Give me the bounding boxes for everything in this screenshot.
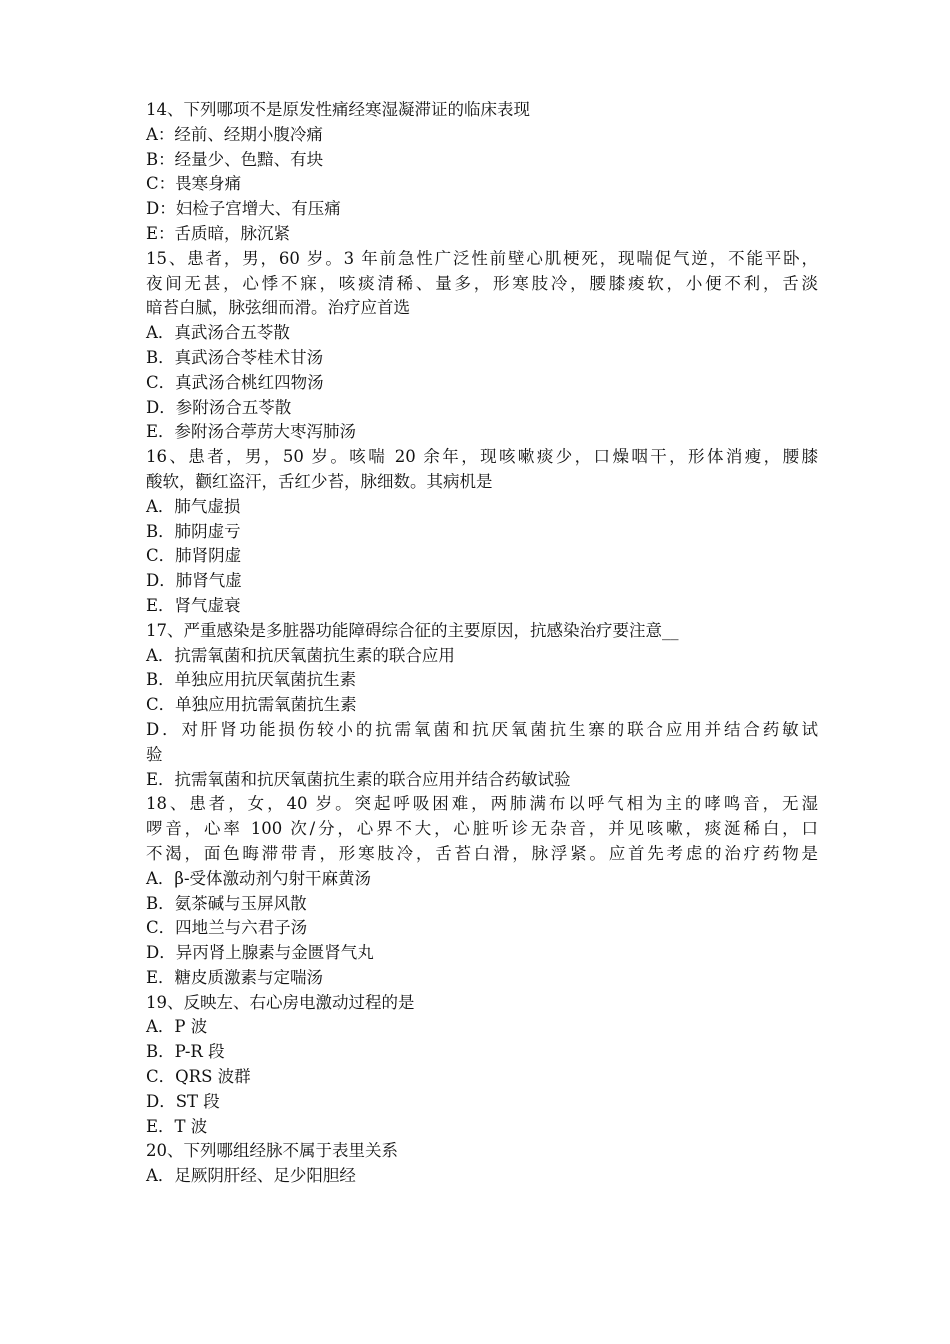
question-stem: 18、患者，女，40 岁。突起呼吸困难，两肺满布以呼气相为主的哮鸣音，无湿 (146, 794, 818, 814)
question-stem: 15、患者，男，60 岁。3 年前急性广泛性前壁心肌梗死，现喘促气逆，不能平卧， (146, 248, 818, 268)
answer-option: B．真武汤合苓桂术甘汤 (146, 347, 324, 367)
answer-option: A．肺气虚损 (146, 496, 241, 516)
question-stem: 酸软，颧红盗汗，舌红少苔，脉细数。其病机是 (146, 471, 493, 491)
document-page (146, 98, 818, 1189)
answer-option: A．β-受体激动剂勺射干麻黄汤 (146, 868, 372, 888)
answer-option: B．P-R 段 (146, 1042, 225, 1062)
answer-option: C：畏寒身痛 (146, 174, 242, 194)
answer-option: C．QRS 波群 (146, 1067, 251, 1087)
answer-option: E．抗需氧菌和抗厌氧菌抗生素的联合应用并结合药敏试验 (146, 769, 571, 789)
answer-option: B：经量少、色黯、有块 (146, 149, 324, 169)
answer-option: C．真武汤合桃红四物汤 (146, 372, 324, 392)
answer-option: D．ST 段 (146, 1091, 220, 1111)
question-stem: 19、反映左、右心房电激动过程的是 (146, 992, 415, 1012)
answer-option: E．参附汤合葶苈大枣泻肺汤 (146, 422, 357, 442)
answer-option: D：妇检子宫增大、有压痛 (146, 199, 341, 219)
answer-option: E．糖皮质激素与定喘汤 (146, 967, 324, 987)
question-20 (146, 1139, 818, 1189)
question-14 (146, 98, 818, 247)
answer-option: A．抗需氧菌和抗厌氧菌抗生素的联合应用 (146, 645, 455, 665)
answer-option: B．肺阴虚亏 (146, 521, 241, 541)
question-16 (146, 445, 818, 619)
answer-option: D．异丙肾上腺素与金匮肾气丸 (146, 943, 374, 963)
answer-option: A．足厥阴肝经、足少阳胆经 (146, 1166, 356, 1186)
answer-option: E．肾气虚衰 (146, 595, 241, 615)
answer-option: C．单独应用抗需氧菌抗生素 (146, 695, 357, 715)
answer-option: D．对肝肾功能损伤较小的抗需氧菌和抗厌氧菌抗生寨的联合应用并结合药敏试 (146, 719, 818, 739)
answer-option: D．肺肾气虚 (146, 571, 242, 591)
answer-option: B．单独应用抗厌氧菌抗生素 (146, 670, 357, 690)
answer-option: D．参附汤合五苓散 (146, 397, 292, 417)
answer-option: E．T 波 (146, 1116, 208, 1136)
question-17 (146, 619, 818, 793)
answer-option: C．肺肾阴虚 (146, 546, 242, 566)
question-stem: 暗苔白腻，脉弦细而滑。治疗应首选 (146, 298, 410, 318)
question-stem: 啰音，心率 100 次/分，心界不大，心脏听诊无杂音，并见咳嗽，痰涎稀白，口 (146, 819, 818, 839)
question-stem: 不渴，面色晦滞带青，形寒肢冷，舌苔白滑，脉浮紧。应首先考虑的治疗药物是 (146, 843, 818, 863)
question-stem: 14、下列哪项不是原发性痛经寒湿凝滞证的临床表现 (146, 100, 530, 119)
answer-option: A．P 波 (146, 1017, 208, 1037)
question-stem: 17、严重感染是多脏器功能障碍综合征的主要原因，抗感染治疗要注意__ (146, 620, 679, 640)
answer-option: C．四地兰与六君子汤 (146, 918, 308, 938)
answer-option: E：舌质暗，脉沉紧 (146, 223, 291, 243)
question-stem: 20、下列哪组经脉不属于表里关系 (146, 1141, 398, 1161)
question-18 (146, 792, 818, 990)
answer-option-continuation: 验 (146, 744, 163, 764)
question-19 (146, 991, 818, 1140)
answer-option: B．氨茶碱与玉屏风散 (146, 893, 307, 913)
question-stem: 夜间无甚，心悸不寐，咳痰清稀、量多，形寒肢冷，腰膝痠软，小便不利，舌淡 (146, 273, 818, 293)
answer-option: A：经前、经期小腹冷痛 (146, 124, 323, 144)
question-stem: 16、患者，男，50 岁。咳喘 20 余年，现咳嗽痰少，口燥咽干，形体消瘦，腰膝 (146, 447, 818, 467)
question-15 (146, 247, 818, 445)
answer-option: A．真武汤合五苓散 (146, 323, 290, 343)
